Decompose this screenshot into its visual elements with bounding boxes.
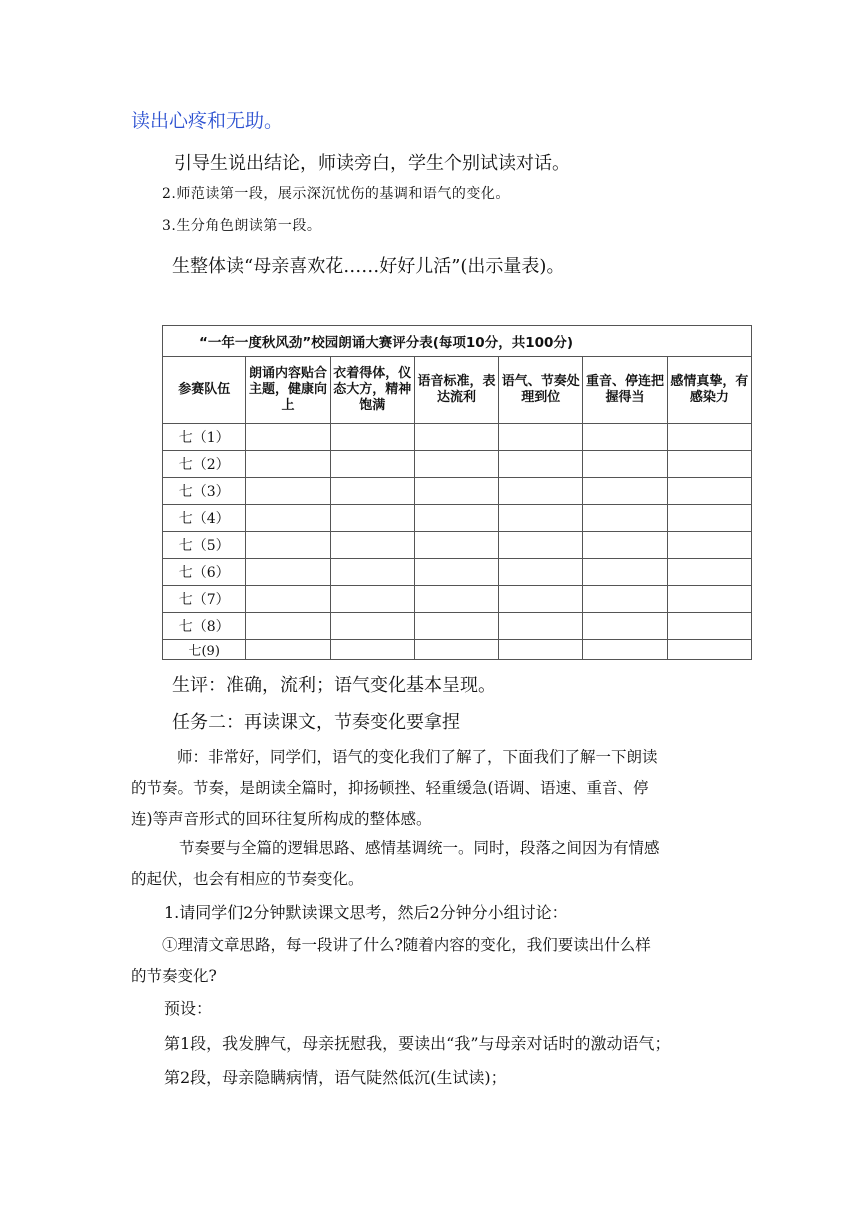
score-table	[162, 325, 752, 660]
score-cell	[583, 505, 667, 532]
task-2-heading: 任务二：再读课文，节奏变化要拿捏	[172, 712, 460, 733]
team-name-cell: 七（5）	[163, 532, 246, 559]
emphasis-line: 读出心疼和无助。	[131, 110, 284, 132]
score-cell	[330, 613, 414, 640]
score-cell	[499, 478, 583, 505]
score-cell	[667, 613, 751, 640]
score-cell	[246, 505, 330, 532]
team-name-cell: 七（7）	[163, 586, 246, 613]
question-paragraph	[131, 930, 651, 992]
score-cell	[414, 613, 498, 640]
table-row	[163, 613, 752, 640]
score-cell	[246, 613, 330, 640]
score-cell	[583, 451, 667, 478]
paragraph-line: 的节奏。节奏，是朗读全篇时，抑扬顿挫、轻重缓急(语调、语速、重音、停	[131, 779, 649, 797]
paragraph-line: 的起伏，也会有相应的节奏变化。	[131, 870, 364, 888]
score-cell	[499, 640, 583, 660]
score-cell	[330, 478, 414, 505]
task-item-1: 1.请同学们2分钟默读课文思考，然后2分钟分小组讨论：	[164, 903, 568, 922]
score-cell	[246, 451, 330, 478]
table-row	[163, 640, 752, 660]
table-header-row	[163, 357, 752, 424]
team-name-cell: 七（1）	[163, 424, 246, 451]
col-header-emotion: 感情真挚，有感染力	[667, 357, 751, 424]
score-cell	[246, 640, 330, 660]
paragraph-line: 师：非常好，同学们，语气的变化我们了解了，下面我们了解一下朗读	[177, 748, 658, 766]
score-cell	[499, 559, 583, 586]
score-cell	[499, 424, 583, 451]
team-name-cell: 七（8）	[163, 613, 246, 640]
paragraph-line: 节奏要与全篇的逻辑思路、感情基调统一。同时，段落之间因为有情感	[179, 839, 660, 857]
score-cell	[583, 478, 667, 505]
score-cell	[667, 532, 751, 559]
table-row	[163, 532, 752, 559]
score-cell	[330, 505, 414, 532]
score-cell	[499, 505, 583, 532]
paragraph-line: ①理清文章思路，每一段讲了什么?随着内容的变化，我们要读出什么样	[162, 936, 651, 954]
step-2-line: 2.师范读第一段，展示深沉忧伤的基调和语气的变化。	[162, 186, 510, 202]
score-cell	[330, 451, 414, 478]
col-header-pronunciation: 语音标准，表达流利	[414, 357, 498, 424]
paragraph-line: 的节奏变化?	[131, 967, 217, 985]
score-cell	[499, 532, 583, 559]
score-cell	[414, 478, 498, 505]
table-row	[163, 478, 752, 505]
score-cell	[246, 478, 330, 505]
score-cell	[414, 532, 498, 559]
score-cell	[330, 586, 414, 613]
score-cell	[667, 478, 751, 505]
team-name-cell: 七（4）	[163, 505, 246, 532]
score-cell	[246, 586, 330, 613]
preset-paragraph-2: 第2段，母亲隐瞒病情，语气陡然低沉(生试读)；	[164, 1068, 507, 1087]
table-row	[163, 505, 752, 532]
step-3-line: 3.生分角色朗读第一段。	[162, 218, 322, 234]
score-cell	[667, 424, 751, 451]
col-header-team: 参赛队伍	[163, 357, 246, 424]
score-cell	[583, 424, 667, 451]
table-row	[163, 424, 752, 451]
student-review: 生评：准确，流利；语气变化基本呈现。	[172, 675, 496, 696]
score-cell	[414, 586, 498, 613]
score-cell	[414, 451, 498, 478]
score-cell	[583, 532, 667, 559]
score-cell	[414, 424, 498, 451]
score-cell	[583, 640, 667, 660]
team-name-cell: 七(9)	[163, 640, 246, 660]
score-cell	[246, 424, 330, 451]
preset-label: 预设：	[164, 999, 213, 1018]
score-cell	[246, 559, 330, 586]
score-cell	[667, 505, 751, 532]
score-cell	[499, 613, 583, 640]
col-header-attire: 衣着得体，仪态大方，精神饱满	[330, 357, 414, 424]
score-cell	[583, 586, 667, 613]
preset-paragraph-1: 第1段，我发脾气，母亲抚慰我，要读出“我”与母亲对话时的激动语气；	[164, 1034, 671, 1053]
table-row	[163, 451, 752, 478]
team-name-cell: 七（6）	[163, 559, 246, 586]
paragraph-line: 连)等声音形式的回环往复所构成的整体感。	[131, 810, 432, 828]
score-cell	[246, 532, 330, 559]
score-cell	[414, 640, 498, 660]
team-name-cell: 七（2）	[163, 451, 246, 478]
score-cell	[499, 586, 583, 613]
table-row	[163, 559, 752, 586]
score-cell	[330, 424, 414, 451]
score-cell	[667, 559, 751, 586]
col-header-stress-pause: 重音、停连把握得当	[583, 357, 667, 424]
table-title: “一年一度秋风劲”校园朗诵大赛评分表(每项10分，共100分)	[163, 326, 752, 357]
score-cell	[667, 451, 751, 478]
col-header-content: 朗诵内容贴合主题，健康向上	[246, 357, 330, 424]
score-cell	[667, 586, 751, 613]
score-cell	[667, 640, 751, 660]
table-row	[163, 586, 752, 613]
score-cell	[414, 559, 498, 586]
team-name-cell: 七（3）	[163, 478, 246, 505]
score-cell	[414, 505, 498, 532]
teacher-paragraph	[131, 742, 658, 835]
score-cell	[330, 559, 414, 586]
score-cell	[330, 532, 414, 559]
score-cell	[583, 559, 667, 586]
score-cell	[499, 451, 583, 478]
rhythm-paragraph	[131, 833, 660, 895]
score-cell	[583, 613, 667, 640]
instruction-line: 引导生说出结论，师读旁白，学生个别试读对话。	[174, 153, 570, 174]
whole-reading-line: 生整体读“母亲喜欢花……好好儿活”(出示量表)。	[172, 256, 565, 277]
score-cell	[330, 640, 414, 660]
col-header-tone-rhythm: 语气、节奏处理到位	[499, 357, 583, 424]
